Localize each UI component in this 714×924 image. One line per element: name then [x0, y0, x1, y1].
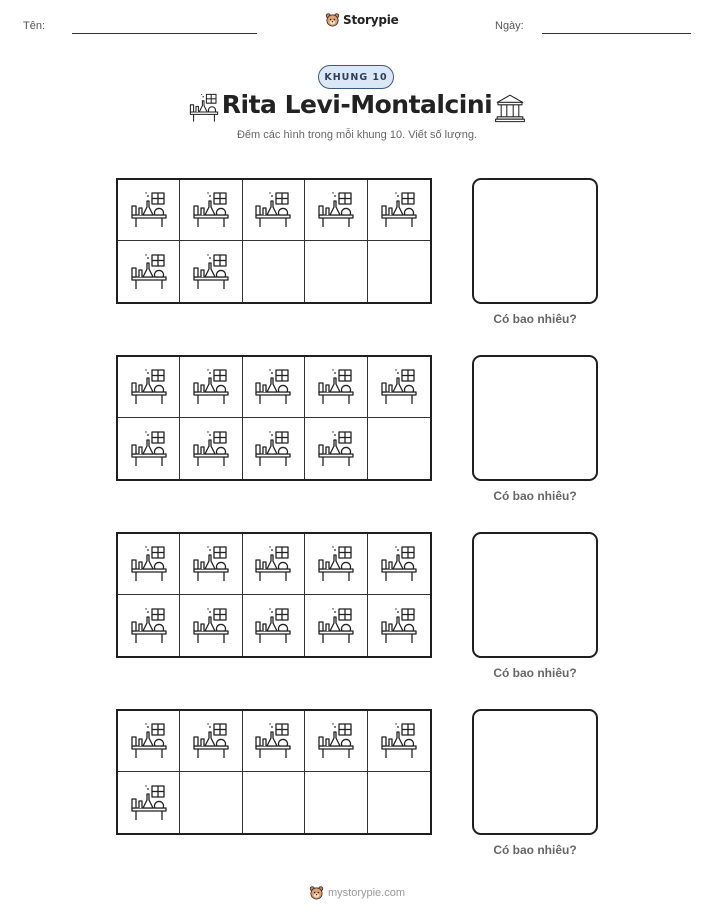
bear-logo-icon: [309, 885, 324, 900]
ten-frame-cell: [368, 180, 430, 241]
ten-frame-cell: [368, 418, 430, 479]
ten-frame-cell: [368, 357, 430, 418]
laboratory-bench-icon: [128, 783, 170, 823]
ten-frame-cell: [243, 357, 305, 418]
ten-frame-2: [116, 355, 432, 481]
ten-frame-cell: [118, 357, 180, 418]
ten-frame-cell: [180, 241, 242, 302]
ten-frame-cell: [305, 534, 367, 595]
ten-frame-cell: [305, 180, 367, 241]
footer-url: mystorypie.com: [327, 886, 406, 899]
ten-frame-cell: [180, 595, 242, 656]
instructions: Đếm các hình trong mỗi khung 10. Viết số lượng.: [236, 129, 477, 141]
answer-box-2[interactable]: [472, 355, 598, 481]
answer-box-3[interactable]: [472, 532, 598, 658]
laboratory-bench-icon: [128, 190, 170, 230]
ten-frame-cell: [243, 595, 305, 656]
ten-frame-cell: [118, 711, 180, 772]
laboratory-bench-icon: [378, 190, 420, 230]
ten-frame-cell: [180, 180, 242, 241]
answer-label-3: Có bao nhiêu?: [493, 666, 577, 680]
page-title: Rita Levi-Montalcini: [221, 90, 493, 119]
laboratory-bench-icon: [252, 190, 294, 230]
laboratory-bench-icon: [378, 606, 420, 646]
laboratory-bench-icon: [315, 544, 357, 584]
answer-label-1: Có bao nhiêu?: [493, 312, 577, 326]
laboratory-bench-icon: [252, 367, 294, 407]
ten-frame-cell: [305, 711, 367, 772]
laboratory-bench-icon: [190, 367, 232, 407]
laboratory-bench-icon: [190, 429, 232, 469]
laboratory-bench-icon: [315, 429, 357, 469]
ten-frame-cell: [368, 534, 430, 595]
ten-frame-4: [116, 709, 432, 835]
laboratory-bench-icon: [315, 721, 357, 761]
laboratory-bench-icon: [252, 721, 294, 761]
ten-frame-cell: [180, 357, 242, 418]
ten-frame-cell: [368, 595, 430, 656]
laboratory-bench-icon: [190, 190, 232, 230]
ten-frame-cell: [118, 180, 180, 241]
ten-frame-cell: [243, 711, 305, 772]
laboratory-bench-icon: [190, 606, 232, 646]
laboratory-bench-icon: [128, 721, 170, 761]
laboratory-bench-icon: [378, 544, 420, 584]
ten-frame-cell: [305, 241, 367, 302]
answer-label-2: Có bao nhiêu?: [493, 489, 577, 503]
ten-frame-cell: [118, 241, 180, 302]
laboratory-bench-icon: [252, 429, 294, 469]
answer-box-4[interactable]: [472, 709, 598, 835]
date-field[interactable]: [542, 33, 691, 34]
laboratory-bench-icon: [128, 429, 170, 469]
ten-frame-cell: [118, 534, 180, 595]
laboratory-bench-icon: [378, 367, 420, 407]
ten-frame-3: [116, 532, 432, 658]
date-label: Ngày:: [495, 20, 524, 32]
ten-frame-cell: [305, 595, 367, 656]
laboratory-bench-icon: [315, 606, 357, 646]
ten-frame-cell: [118, 772, 180, 833]
laboratory-bench-icon: [128, 544, 170, 584]
ten-frame-cell: [243, 772, 305, 833]
ten-frame-cell: [180, 534, 242, 595]
laboratory-bench-icon: [190, 721, 232, 761]
laboratory-bench-icon: [315, 367, 357, 407]
laboratory-bench-icon: [315, 190, 357, 230]
ten-frame-cell: [305, 772, 367, 833]
ten-frame-cell: [243, 180, 305, 241]
laboratory-bench-icon: [378, 721, 420, 761]
ten-frame-1: [116, 178, 432, 304]
brand-name: Storypie: [343, 12, 399, 27]
museum-building-icon: [494, 92, 526, 124]
ten-frame-cell: [180, 772, 242, 833]
footer: [0, 885, 714, 900]
laboratory-bench-icon: [190, 544, 232, 584]
laboratory-bench-icon: [128, 367, 170, 407]
badge-khung-10: KHUNG 10: [318, 65, 394, 89]
laboratory-bench-icon: [190, 252, 232, 292]
ten-frame-cell: [368, 772, 430, 833]
name-label: Tên:: [23, 20, 46, 32]
ten-frame-cell: [305, 357, 367, 418]
ten-frame-cell: [368, 241, 430, 302]
ten-frame-cell: [243, 534, 305, 595]
answer-label-4: Có bao nhiêu?: [493, 843, 577, 857]
ten-frame-cell: [305, 418, 367, 479]
laboratory-bench-icon: [252, 544, 294, 584]
laboratory-bench-icon: [128, 252, 170, 292]
ten-frame-cell: [180, 418, 242, 479]
laboratory-bench-icon: [128, 606, 170, 646]
ten-frame-cell: [118, 595, 180, 656]
ten-frame-cell: [180, 711, 242, 772]
laboratory-bench-icon: [252, 606, 294, 646]
answer-box-1[interactable]: [472, 178, 598, 304]
ten-frame-cell: [118, 418, 180, 479]
bear-logo-icon: [325, 12, 340, 27]
ten-frame-cell: [243, 418, 305, 479]
name-field[interactable]: [72, 33, 257, 34]
brand-logo: [325, 12, 399, 27]
ten-frame-cell: [368, 711, 430, 772]
ten-frame-cell: [243, 241, 305, 302]
